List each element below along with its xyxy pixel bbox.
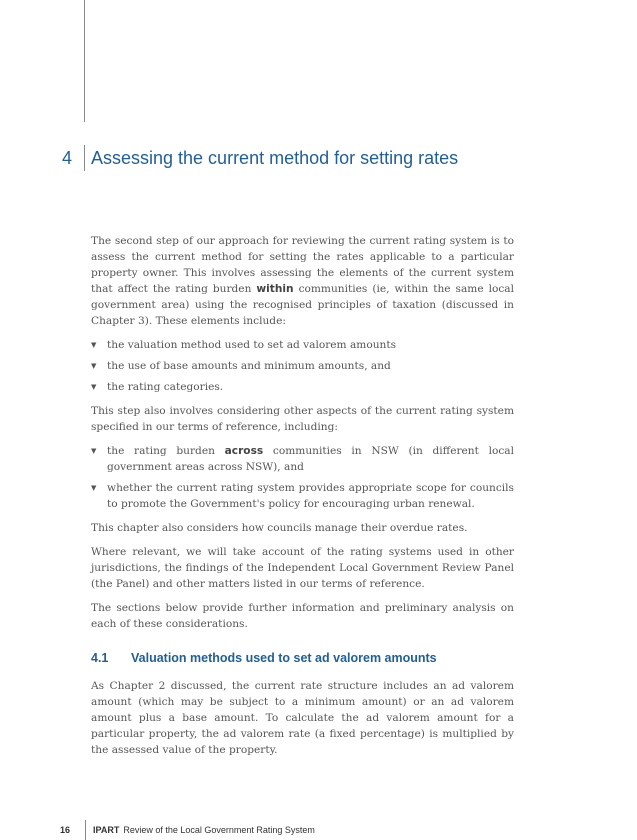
list-item-text: the use of base amounts and minimum amounts, and	[107, 360, 391, 372]
section-title: Valuation methods used to set ad valorem amounts	[131, 651, 437, 665]
list-item	[91, 337, 514, 353]
list-item-text-end: communities in NSW (in different local government areas across NSW), and	[107, 445, 514, 473]
footer-org: IPART	[93, 825, 120, 835]
other-aspects-paragraph: This step also involves considering other aspects of the current rating system specified in our terms of reference, including:	[91, 405, 514, 433]
list-item-text: the rating categories.	[107, 381, 224, 393]
page-footer	[60, 820, 315, 840]
overdue-paragraph: This chapter also considers how councils manage their overdue rates.	[91, 522, 468, 534]
list-item	[91, 480, 514, 512]
top-vertical-rule	[84, 0, 85, 122]
relevant-paragraph: Where relevant, we will take account of the rating systems used in other jurisdictions, the findings of the Independent Local Government Review Panel (the Panel) and other matters listed in our terms of reference.	[91, 546, 514, 590]
section-heading	[91, 650, 514, 666]
list-item-text: the rating burden	[107, 445, 215, 457]
other-aspects-list	[91, 443, 514, 512]
section-number: 4.1	[91, 651, 109, 665]
bullet-icon: ▼	[91, 484, 97, 492]
list-item	[91, 358, 514, 374]
chapter-title: Assessing the current method for setting rates	[91, 147, 459, 168]
list-item-text: the valuation method used to set ad valorem amounts	[107, 339, 397, 351]
body-text	[91, 233, 514, 766]
chapter-divider	[84, 145, 85, 171]
intro-text-end: communities (ie, within the same local government area) using the recognised principles of taxation (discussed in Chapter 3). These elements include:	[91, 283, 514, 327]
list-item-text: whether the current rating system provides appropriate scope for councils to promote the Government's policy for encouraging urban renewal.	[107, 482, 514, 510]
sections-below-paragraph: The sections below provide further information and preliminary analysis on each of these considerations.	[91, 602, 514, 630]
bullet-icon: ▼	[91, 447, 97, 455]
chapter-heading	[62, 145, 458, 171]
bullet-icon: ▼	[91, 341, 97, 349]
footer-page-number: 16	[60, 825, 71, 835]
intro-text: The second step of our approach for reviewing the current rating system is to assess the current method for setting the rates applicable to a particular property owner. This involves assessing the elements of the current system that affect the rating burden	[91, 235, 514, 295]
footer-title: Review of the Local Government Rating System	[123, 825, 315, 835]
intro-paragraph	[91, 233, 514, 329]
intro-emphasis: within	[256, 283, 294, 295]
bullet-icon: ▼	[91, 362, 97, 370]
elements-list	[91, 337, 514, 395]
bullet-icon: ▼	[91, 383, 97, 391]
list-item	[91, 443, 514, 475]
list-item-emphasis: across	[224, 445, 264, 457]
footer-divider	[85, 820, 86, 840]
list-item	[91, 379, 514, 395]
section-paragraph: As Chapter 2 discussed, the current rate structure includes an ad valorem amount (which may be subject to a minimum amount) or an ad valorem amount plus a base amount. To calculate the ad valorem amount for a particular property, the ad valorem rate (a fixed percentage) is multiplied by the assessed value of the property.	[91, 680, 514, 756]
chapter-number: 4	[62, 147, 73, 168]
